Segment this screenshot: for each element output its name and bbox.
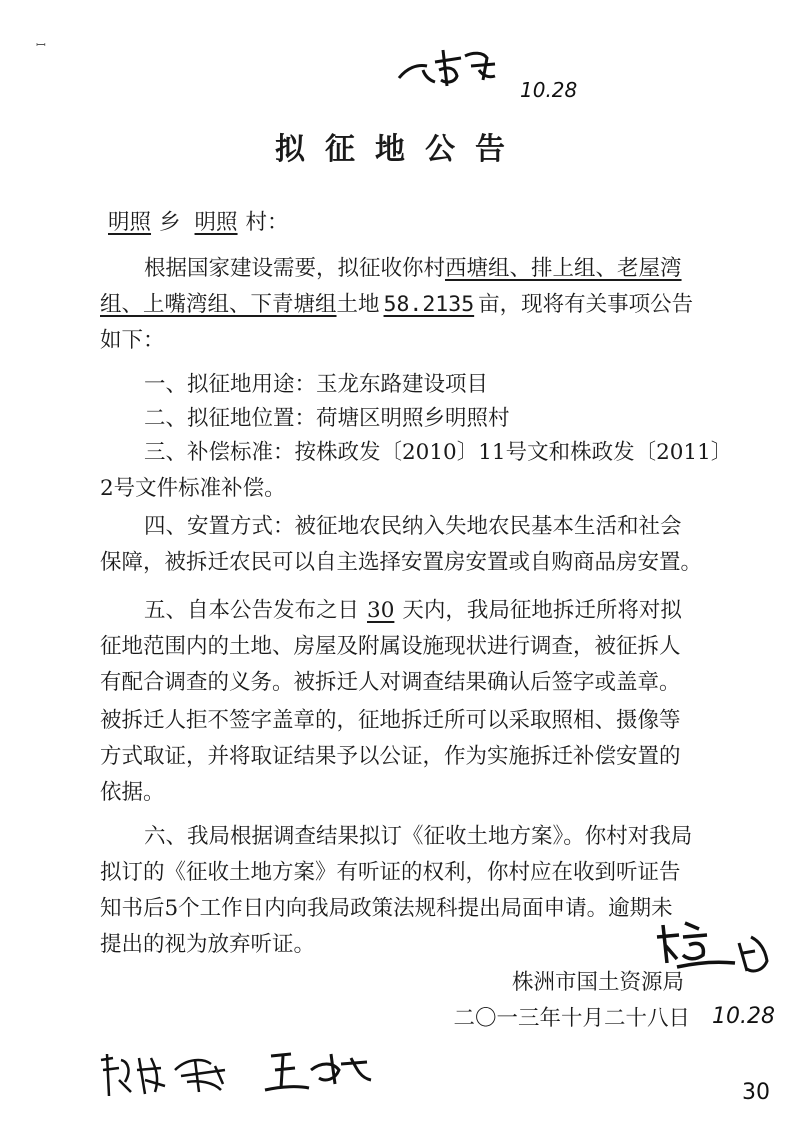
issuer-org: 株洲市国土资源局 — [511, 970, 684, 995]
top-signature — [395, 40, 515, 90]
survey-suffix: 天内，我局征地拆迁所将对拟 — [402, 598, 682, 623]
item-survey-1 — [144, 596, 754, 626]
survey-prefix: 五、自本公告发布之日 — [144, 598, 360, 623]
item-survey-6: 依据。 — [100, 780, 165, 805]
item-location: 二、拟征地位置：荷塘区明照乡明照村 — [144, 406, 510, 431]
item-survey-3: 有配合调查的义务。被拆迁人对调查结果确认后签字或盖章。 — [100, 670, 681, 695]
item-resettle-1: 四、安置方式：被征地农民纳入失地农民基本生活和社会 — [144, 514, 682, 539]
item-use: 一、拟征地用途：玉龙东路建设项目 — [144, 372, 489, 397]
intro-suffix: 亩，现将有关事项公告 — [478, 292, 694, 317]
item-plan-2: 拟订的《征收土地方案》有听证的权利，你村应在收到听证告 — [100, 860, 681, 885]
right-handwritten-date: 10.28 — [712, 1004, 775, 1029]
item-resettle-2: 保障，被拆迁农民可以自主选择安置房安置或自购商品房安置。 — [100, 550, 703, 575]
intro-land: 土地 — [336, 292, 380, 317]
item-plan-1: 六、我局根据调查结果拟订《征收土地方案》。你村对我局 — [144, 824, 693, 849]
intro-line-1 — [144, 254, 754, 284]
intro-line-2 — [100, 290, 710, 320]
addressee — [100, 208, 710, 238]
page-title: 拟征地公告 — [275, 132, 525, 167]
top-handwritten-date: 10.28 — [520, 78, 578, 102]
item-survey-5: 方式取证，并将取证结果予以公证，作为实施拆迁补偿安置的 — [100, 744, 681, 769]
item-plan-3: 知书后5个工作日内向我局政策法规科提出局面申请。逾期未 — [100, 896, 673, 921]
intro-groups-1: 西塘组、排上组、老屋湾 — [445, 256, 682, 281]
addressee-township-suffix: 乡 — [159, 210, 181, 235]
item-survey-2: 征地范围内的土地、房屋及附属设施现状进行调查，被征拆人 — [100, 634, 681, 659]
intro-line-3: 如下： — [100, 328, 165, 353]
item-plan-4: 提出的视为放弃听证。 — [100, 932, 316, 957]
addressee-village: 明照 — [194, 210, 238, 235]
intro-prefix: 根据国家建设需要，拟征收你村 — [144, 256, 446, 281]
item-survey-4: 被拆迁人拒不签字盖章的，征地拆迁所可以采取照相、摄像等 — [100, 708, 681, 733]
survey-days: 30 — [367, 598, 395, 623]
addressee-village-suffix: 村： — [245, 210, 289, 235]
issue-date: 二〇一三年十月二十八日 — [453, 1006, 690, 1031]
intro-groups-2: 组、上嘴湾组、下青塘组 — [100, 292, 337, 317]
item-compensation-1: 三、补偿标准：按株政发〔2010〕11号文和株政发〔2011〕 — [144, 440, 733, 465]
intro-area: 58.2135 — [383, 292, 475, 317]
bottom-signatures — [95, 1040, 395, 1110]
item-compensation-2: 2号文件标准补偿。 — [100, 476, 286, 501]
margin-mark: ꟷ — [36, 38, 46, 52]
page-number: 30 — [742, 1080, 770, 1105]
addressee-township: 明照 — [108, 210, 152, 235]
